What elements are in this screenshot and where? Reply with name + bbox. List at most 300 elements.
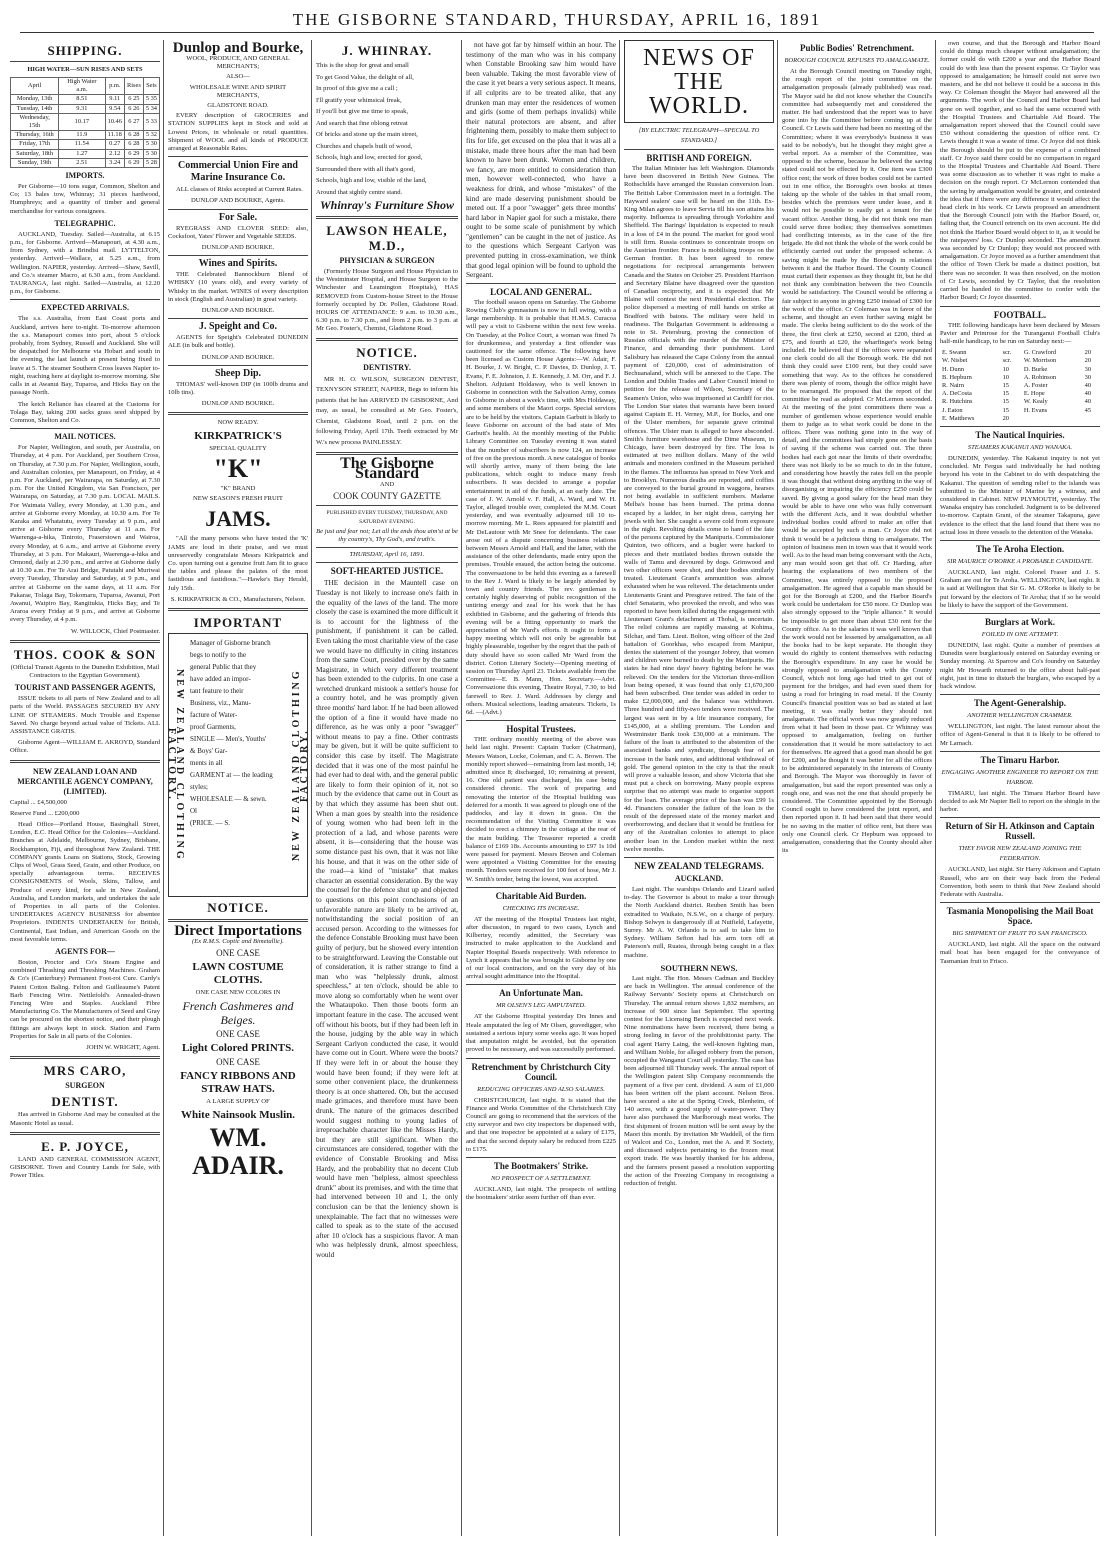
column-2: [165, 40, 311, 1536]
tide-table-title: HIGH WATER—SUN RISES AND SETS: [27, 66, 143, 73]
agentgen-text: WELLINGTON, last night. The latest rumour about the office of Agent-General is that it is likely to be offered to Mr Larnach.: [940, 723, 1100, 747]
mail-signature: W. WILLOCK, Chief Postmaster.: [70, 627, 160, 635]
nzloan-heading: NEW ZEALAND LOAN AND MERCANTILE AGENCY COMPANY, (LIMITED).: [17, 766, 153, 796]
tide-cell: 9.54: [105, 104, 124, 113]
dunlop-text: EVERY description of GROCERIES and STATION SUPPLIES kept in Stock and sold at Lowest Prices, in wholesale or retail quantities. Shipment of WOOL and all kinds of PRODUCE arranged at Reasonable Rates.: [168, 112, 308, 153]
whinray-show: Whinray's Furniture Show: [319, 198, 455, 212]
column-rule: [935, 40, 936, 1536]
aroha-subheading: SIR MAURICE O'RORKE A PROBABLE CANDIDATE.: [946, 557, 1094, 565]
table-row: [11, 113, 160, 130]
caro-subheading: SURGEON: [65, 1081, 105, 1091]
wines-text: THE Celebrated Bannockburn Blend of WHISKY (10 years old), and every variety of Whisky in the market. WINES of every description in stock (English and Australian) in great variety.: [168, 271, 308, 303]
retrenchment-heading: Retrenchment by Christchurch City Council.: [471, 1061, 611, 1082]
unfortunate-text: AT the Gisborne Hospital yesterday Drs Innes and Heale amputated the leg of Mr Olsen, gravedigger, who sustained a serious injury some weeks ago. It was hoped that amputation might be avoided, but the operation proved to be necessary, and was successfully performed.: [466, 1013, 616, 1054]
runner-name: H. Dunn: [942, 365, 965, 373]
verse-line: Of bricks and stone up the main street,: [316, 131, 418, 138]
runner-name: W. Nisbet: [942, 357, 968, 365]
public-bodies-text: At the Borough Council meeting on Tuesday night, the rough report of the joint committee on the amalgamation proposals (already published) was read. The Mayor said he did not know whether the Council's committee had subsequently met and considered the matter. He had understood that the report was to have gone into by the Committee before coming up at the Council. Cr Lewis said there had been no meeting of the Committee; where it was everybody's business it was said to be nobody's, but he thought they might give a verbal report. As a member of the Committee, was opposed to the scheme, because he believed the saving stated could not be effected by it. One item was £300 office rent; the work of three bodies could not be carried out in one office, the Borough's own books at times taking up the whole of the tables in that small room, besides which the premises were under lease, and it would not be possible to easily get a tenant for the vacant office. Another thing, he did not think one man could serve three bodies; they themselves sometimes had conflicting interests, as in the case of the fire brigade. He did not think the whole of the work could be efficiently carried out under the proposed scheme. A saving might be made by the Borough in relations between it and the Harbor Board. The County Council must curtail their expenses as they thought fit, but he did not think any combination between the two Councils would be satisfactory. The Council would be offering a fair subject to anyone in giving £250 instead of £300 for the work of the office. Cr Coleman was in favor of the scheme, and thought an even further saving might be made. The clerks being sufficient to do the work of the three, the first clerk at £250, second at £200, third at £75, and fourth at £20, the wharfinger's work being included. He believed that if the offices were separated one clerk could do all the Borough work. He did not think they could save £100 rent, but they could save something that way. As to the offices he considered there was plenty of room, though the office might have to be rearranged. He proposed that the report of the committee be read as adopted. Cr McLernon seconded. At the meeting of the joint committees there was a number of gentlemen whose experience would enable them to judge as to what work could be done in the offices. There was nothing gone into in the way of detail, and the committees had simply gone on the basis of saving if the scheme was carried out. The three bodies had each got near the limits of their overdrafts; there was not likely to be so much to do in the future, and considering how heavily the rates fell on the people it was thought that without doing anything in the way of disorganising or impairing the efficiency £250 could be saved. By giving a good salary for the head man they would be able to have one who was fully conversant with the different Acts, and it was doubtful whether individual bodies could afford to make an offer that would be accepted by such a man. Cr Joyce did not think it would be a judicious thing to amalgamate. The opinion of business men in town was that it would work well. As to the head man being conversant with the Acts, any man would soon get that off. Cr Harding, after hearing the explanations of two members of the Committee, was entirely opposed to the proposed amalgamation. He agreed that a capable man should be got for the Borough at £200, and the Harbor Board's work could be undertaken for £50 more. Cr Dunlop was also strongly opposed to the "triple alliance." It would be impossible to get more than about £30 rent for the County office. As to the salaries it was well known that the work would not be lessened by amalgamation, as all the books had to be kept separate. He thought they would do rightly to content themselves with reducing the Borough's expenditure. In any case he would be strongly opposed to amalgamation with the County Council, which not long ago had tried to get out of payment for the bridges, and had even sued them for using a road for bringing in road metal. If the County Council's financial position was so bad as stated at last meeting, it was really better they should not amalgamate. The official work was now greatly reduced from what it had been in those past. Cr Whinray was opposed to amalgamation, feeling on further consideration that it would be more satisfactory to act for themselves. He agreed that a good man should be got for £200, and he thought it was better for all the offices to be administered separately in the interests of County and Borough. The Mayor was thoroughly in favor of amalgamation, but said the report presented was only a rough one, and was not the one that should properly be considered. The Committee appointed by the Borough Council ought to have considered the joint report, and then reported upon it. It had been said that there would be no saving in the matter of office rent, but there was only one Council clerk. Cr Hepburn was opposed to amalgamation, considering that the County should alter its: [782, 68, 932, 855]
dentistry-heading: DENTISTRY.: [363, 362, 411, 372]
verse-line: Schools, high and low, visible of the land,: [316, 177, 427, 184]
runner-name: B. Hepburn: [942, 373, 972, 381]
divider: [316, 216, 458, 219]
tide-cell: 9.31: [59, 104, 105, 113]
divider: [940, 902, 1100, 903]
ketch-text: The ketch Reliance has cleared at the Customs for Tolaga Bay, taking 200 sacks grass seed shipped by Common, Shelton and Co.: [10, 400, 160, 424]
tide-cell: 11.18: [105, 131, 124, 140]
runner-mark: 10: [1002, 373, 1009, 381]
speight-signature: DUNLOP AND BOURKE.: [201, 353, 275, 361]
unfortunate-heading: An Unfortunate Man.: [499, 988, 583, 999]
tide-cell: 6 25: [124, 95, 143, 104]
divider: [316, 338, 458, 341]
tasmania-heading: Tasmania Monopolising the Mail Boat Space.: [946, 906, 1094, 927]
list-item: general Public that they: [190, 662, 257, 671]
tide-cell: 3.24: [105, 158, 124, 167]
cook-heading: THOS. COOK & SON: [13, 646, 157, 662]
verse-line: In proof of this give me a call ;: [316, 85, 398, 92]
divider: [168, 608, 308, 611]
nzloan-reserve: Reserve Fund ... £200,000: [10, 809, 80, 817]
tide-cell: 11.54: [59, 140, 105, 149]
divider: [466, 720, 616, 721]
tide-cell: 5 30: [143, 149, 159, 158]
nz-telegrams-text: Last night. The warships Orlando and Lizard sailed to-day. The Governor is about to make a tour through the North Auckland district. Reuben Smith has been extradited to Waikato, N.S.W., on a charge of perjury. Bishop Selwyn is dangerously ill at Nutfield, Lafayette, Surrey. Mr A. W. Orlando is to sail to take him to Sydney. William Sefton had his arm torn off at Paterson's mill, Ruatea, through being caught in a flax machine.: [624, 886, 774, 959]
fancy-ribbons: FANCY RIBBONS AND STRAW HATS.: [180, 1070, 296, 1096]
nautical-heading: The Nautical Inquiries.: [975, 429, 1065, 440]
table-row: [940, 398, 1100, 406]
paper-and: AND: [379, 481, 395, 489]
dunlop-subheading: WOOL, PRODUCE, AND GENERAL MERCHANTS;: [186, 55, 290, 71]
runner-name: R. Nairn: [942, 381, 965, 389]
charitable-text: AT the meeting of the Hospital Trustees last night, after discussion, in regard to two cases, Lynch and Kilbertey, recently admitted, the Secretary was instructed to make application to the Auckland and Napier Hospital Boards respectively. With reference to Lynch it appears that he was brought to Gisborne by one of our local contractors, and on the very day of his arrival sought admittance into the Hospital.: [466, 915, 616, 981]
tide-table-header: [11, 78, 160, 95]
runner-mark: 45: [1084, 406, 1092, 414]
commercial-text: ALL classes of Risks accepted at Current Rates.: [176, 186, 303, 194]
runner-mark: 15: [1002, 406, 1009, 414]
divider: [940, 817, 1100, 818]
runner-name: R. Hutchins: [942, 398, 973, 406]
divider: [466, 1058, 616, 1059]
timaru-subheading: ENGAGING ANOTHER ENGINEER TO REPORT ON THE HARBOR.: [941, 768, 1099, 786]
atkinson-text: AUCKLAND, last night. Sir Harry Atkinson and Captain Russell, who are on their way back from the Federal Convention, both seem to think that New Zealand should Federate with Australia.: [940, 866, 1100, 899]
nz-telegrams-place: AUCKLAND.: [674, 874, 724, 884]
telegraphic-text: AUCKLAND, Tuesday. Sailed—Australia, at 6.15 p.m., for Gisborne. Arrived—Manapouri, at 4.30 a.m., from Sydney, with a Brindisi mail. LYTTELTON, yesterday. Arrived—Wallace, at 5.25 a.m., from Wellington. NAPIER, yesterday. Arrived—Shaw, Savill, and Co.'s steamer Macro, at 6.30 a.m., from Auckland. TAURANGA, last night. Sailed—Australia, at 12.20 p.m., for Gisborne.: [10, 230, 160, 296]
tide-cell: 1.27: [59, 149, 105, 158]
vertical-banner-right: NEW ZEALAND CLOTHING FACTORY.: [291, 668, 311, 862]
nzloan-text: Head Office—Portland House, Basinghall Street, London, E.C. Head Office for the Colonies—Auckland. Branches at Adelaide, Melbourne, Sydney, Brisbane, Rockhampton, Fiji, and throughout New Zealand. THE COMPANY grants Loans on Stations, Stock, Growing Clips of Wool, Grass Seed, Grain, and other Produce, on specially advantageous terms. RECEIVES CONSIGNMENTS of Wools, Skins, Tallow, and Produce of every kind, for sale in New Zealand, Australia, and London markets, and undertakes the sale of Properties in all parts of the Colonies. UNDERTAKES AGENCY BUSINESS for absentee Proprietors. INDENTS UNDERTAKEN for British, Continental, East Indian, and American Goods on the most favorable terms.: [10, 821, 160, 943]
table-row: [11, 140, 160, 149]
divider: [168, 412, 308, 415]
table-row: [11, 158, 160, 167]
divider: [316, 505, 458, 506]
tide-cell: 8.51: [59, 95, 105, 104]
tide-cell: 5 30: [143, 140, 159, 149]
southern-news-heading: SOUTHERN NEWS.: [660, 962, 738, 973]
kirk-special: SPECIAL QUALITY: [209, 444, 267, 452]
tide-cell: Friday, 17th: [11, 140, 59, 149]
timaru-heading: The Timaru Harbor.: [980, 754, 1060, 765]
speight-heading: J. Speight and Co.: [198, 321, 278, 333]
bootmakers-text: AUCKLAND, last night. The prospects of settling the bootmakers' strike seem further off than ever.: [466, 1185, 616, 1202]
aroha-heading: The Te Aroha Election.: [975, 543, 1065, 554]
kirk-heading: KIRKPATRICK'S: [194, 429, 282, 442]
list-item: styles;: [190, 782, 208, 791]
runner-name: D. Burke: [1023, 365, 1048, 373]
dunlop-wholesale: WHOLESALE WINE AND SPIRIT MERCHANTS,: [189, 83, 287, 99]
lawn-cloths: LAWN COSTUME CLOTHS.: [192, 961, 284, 987]
runner-name: E. Swann: [942, 349, 967, 357]
forsale-heading: For Sale.: [218, 211, 258, 223]
news-heading: NEWS OF THE WORLD.: [643, 45, 755, 119]
large-supply: A LARGE SUPPLY OF: [206, 1098, 270, 1106]
kirk-signature: S. KIRKPATRICK & CO., Manufacturers, Nelson.: [170, 595, 306, 603]
nz-telegrams-heading: NEW ZEALAND TELEGRAMS.: [634, 861, 764, 872]
divider: [168, 318, 308, 319]
wines-signature: DUNLOP AND BOURKE.: [201, 307, 275, 315]
shipping-heading: SHIPPING.: [47, 43, 123, 58]
news-subheading: [BY ELECTRIC TELEGRAPH—SPECIAL TO STANDARD.]: [638, 127, 760, 144]
agents-heading: AGENTS FOR—: [55, 947, 115, 957]
table-row: [11, 104, 160, 113]
divider: [940, 694, 1100, 695]
table-row: [940, 366, 1100, 374]
football-table: [940, 349, 1100, 423]
bootmakers-heading: The Bootmakers' Strike.: [493, 1160, 589, 1171]
column-1: [10, 40, 160, 1536]
list-item: proof Garments,: [190, 722, 236, 731]
divider: [316, 562, 458, 563]
cook-subheading: (Official Transit Agents to the Dunedin Exhibition, Mail Contractors to the Egyptian Government).: [10, 663, 160, 679]
column-4: [466, 40, 616, 1536]
tide-table: [10, 77, 160, 168]
bootmakers-subheading: NO PROSPECT OF A SETTLEMENT.: [490, 1174, 592, 1182]
tide-cell: 6 29: [124, 149, 143, 158]
paper-date: THURSDAY, April 16, 1891.: [349, 551, 425, 559]
retrenchment-subheading: REDUCING OFFICERS AND ALSO SALARIES.: [477, 1085, 605, 1093]
direct-subheading: (Ex R.M.S. Coptic and Bimetallic).: [192, 937, 284, 945]
important-heading: IMPORTANT: [193, 614, 283, 630]
divider: [624, 149, 774, 150]
runner-name: W. Morrison: [1023, 357, 1057, 365]
tide-cell: 0.27: [105, 140, 124, 149]
table-row: [940, 415, 1100, 423]
verse-line: To get Good Value, the delight of all,: [316, 73, 414, 81]
whinray-heading: J. WHINRAY.: [341, 43, 433, 58]
verse-line: Schools, high and low, erected for good,: [316, 154, 423, 161]
paper-publication: PUBLISHED EVERY TUESDAY, THURSDAY, AND SATURDAY EVENING.: [326, 510, 448, 525]
list-item: GARMENT at — the leading: [190, 770, 273, 779]
tide-col-header: Sets: [143, 78, 159, 95]
forsale-text: RYEGRASS AND CLOVER SEED: also, Cocksfoot, Yates' Flower and Vegetable SEEDS.: [168, 224, 308, 240]
runner-name: E. Matthews: [942, 414, 975, 422]
runner-name: G. Crawford: [1023, 349, 1057, 357]
tide-cell: Tuesday, 14th: [11, 104, 59, 113]
lawson-subheading: PHYSICIAN & SURGEON: [339, 256, 435, 265]
hospital-text: THE ordinary monthly meeting of the above was held last night. Present: Captain Tucker (Chairman), Messrs Watson, Locke, Coleman, and C. A. Brown. The monthly report showed—remaining from last month, 14; admitted since 8; discharged, 10; remaining at present, 16. One old patient was discharged, his case being considered chronic. The work of preparing and renovating the interior of the Hospital building was deferred for a month. It was agreed to plough one of the paddocks, and lay it down in grass. On the recommendation of the Visiting Committee it was decided to erect a chimney in the cottage at the rear of the main building. The Treasurer reported a credit balance of £169 18s. Accounts amounting to £97 1s 10d were passed for payment. Messrs Brown and Coleman were appointed a Visiting Committee for the ensuing month. Tenders were received for 100 feet of hose, Mr J. W. Smith's tender, being the lowest, was accepted.: [466, 736, 616, 883]
runner-name: W. Kealy: [1023, 398, 1048, 406]
column-7: [940, 40, 1100, 1536]
sheep-text: THOMAS' well-known DIP (in 100lb drums and 10lb tins).: [168, 380, 308, 397]
runner-mark: 15: [1002, 390, 1009, 398]
tide-cell: 5 28: [143, 158, 159, 167]
verse-line: Surrounded there with all that's good,: [316, 165, 415, 173]
mail-heading: MAIL NOTICES.: [54, 432, 116, 442]
charitable-heading: Charitable Aid Burden.: [495, 890, 587, 901]
onecase-new: ONE CASE NEW COLORS IN: [195, 989, 281, 997]
divider: [316, 547, 458, 548]
burglars-heading: Burglars at Work.: [984, 616, 1056, 627]
tide-cell: 9.11: [105, 95, 124, 104]
divider: [466, 1157, 616, 1158]
wines-heading: Wines and Spirits.: [198, 258, 278, 270]
dunlop-heading: Dunlop and Bourke,: [172, 40, 304, 56]
tide-cell: 6 29: [124, 158, 143, 167]
divider: [940, 751, 1100, 752]
column-rule: [461, 40, 462, 1536]
tide-cell: Saturday, 18th: [11, 149, 59, 158]
divider: [940, 613, 1100, 614]
notice-heading: NOTICE.: [356, 344, 418, 360]
runner-name: E. Hope: [1023, 390, 1045, 398]
southern-news-text: Last night. The Hon. Messrs Cadman and Buckley are back in Wellington. The annual conference of the Railway Servants' Society opens at Christchurch on Thursday. The annual return shows 1,832 members, an increase of 900 since last September. The sporting contest for the Licensing Bench is expected next week. Nine nominations have been received, there being a strong feeling in favor of the prohibitionist party. The coal agent Harry Laing, the well-known fighting man, and William Noble, for alleged robbery from the person, occupied the Wanganui Court all yesterday. The case has been adjourned till Thursday week. The annual report of the Wellington patent Slip Company recommends the payment of a five per cent. dividend. A sum of £1,000 has been written off the plant account. Nelson Bros. have secured a site at the Spring Creek, Blenheim, of 140 acres, with a good supply of water-power. They have also purchased the Marlborough meat works. The first shipment of frozen mutton will be sent away by the Maori this month. By invitation Mr Waddell, of the firm of Walcot and Co., London, met the A. and P. Society, and discussed subjects pertaining to the frozen meat export trade. He was heartily thanked for his address, and the farmers present passed a resolution supporting the action of the Freezing Company in recognising a reduction of freight.: [624, 974, 774, 1187]
expected-text: The s.s. Australia, from East Coast ports and Auckland, arrives here to-night. To-morrow afternoon the s.s. Manapouri comes into port, about 5 o'clock probably, from Sydney, Russell and Auckland. She will be despatched for Melbourne via Hobart and south in the evening, the last launch at present being fixed to leave at 5. The steamer Southern Cross leaves Napier to-night, reaching here at daylight to-morrow morning. She calls in at Awanui Bay, Tuparoa, and Hicks Bay on the passage North.: [10, 315, 160, 397]
tide-cell: 10.17: [59, 113, 105, 130]
tide-cell: 5 34: [143, 104, 159, 113]
leader-continued: not have got far by himself within an hour. The testimony of the man who was in his company when Constable Brooking saw him would have been valuable. Taking the most favorable view of the case it yet bears a very serious aspect. It means, if all culprits are to be treated alike, that any drunken man may enter the residences of women and girls (some of them perhaps invalids) while their natural protectors are absent, and after frightening them, possibly to make them subject to fits for life, get excused on the plea that it was all a mistake, made three hours after the man had been known to have been drunk. Women and children, we fancy, are more entitled to consideration than men, however well-connected, who have a weakness for drink, and whose "mistakes" of the kind are made deserving punishment should be meted out. If a poor "swagger" gets three months' hard labor in Napier gaol for such a mistake, there ought to be some scale of punishment by which "gentlemen" can be caught in the net of justice. As to the questions which Sergeant Carlyon was prevented putting in cross-examination, we think that good legal opinion will be found to uphold the Sergeant.: [466, 40, 616, 280]
divider: [10, 428, 160, 429]
muslin: White Nainsook Muslin.: [181, 1108, 295, 1121]
tide-cell: Monday, 13th: [11, 95, 59, 104]
adair-name: WM. ADAIR.: [192, 1122, 284, 1180]
column-rule: [163, 40, 164, 1536]
column-rule: [311, 40, 312, 1536]
agentgen-subheading: ANOTHER WELLINGTON CRAMMER.: [967, 712, 1073, 720]
divider: [168, 919, 308, 922]
runner-mark: 10: [1002, 365, 1009, 373]
aroha-text: AUCKLAND, last night. Colonel Fraser and J. S. Graham are out for Te Aroha. WELLINGTON, last night. It is said at Wellington that Sir G. M. O'Rorke is likely to be put forward by the electors of Te Aroha; that if so he would be likely to have the support of the Government.: [940, 568, 1100, 609]
dunlop-address: GLADSTONE ROAD.: [207, 102, 269, 110]
table-row: [11, 95, 160, 104]
table-row: [940, 349, 1100, 357]
french-cashmeres: French Cashmeres and Beiges.: [182, 999, 294, 1028]
verse-line: Churches and chapels built of wood,: [316, 142, 413, 150]
divider: [168, 209, 308, 210]
runner-name: [1022, 415, 1083, 423]
column-6: [782, 40, 932, 1536]
nzloan-capital: Capital ... £4,500,000: [10, 798, 67, 806]
list-item: WHOLESALE — & sewn.: [190, 794, 267, 803]
clothing-factory-ad: [165, 633, 311, 897]
hospital-heading: Hospital Trustees.: [506, 724, 576, 735]
important-lines: [190, 637, 286, 829]
divider: [10, 1056, 160, 1059]
paper-title: The Gisborne Standard: [340, 455, 434, 483]
runner-mark: 40: [1084, 381, 1092, 389]
runner-mark: [1083, 415, 1100, 423]
kirk-jams: JAMS.: [205, 506, 271, 532]
commercial-heading: Commercial Union Fire and Marine Insurance Co.: [178, 160, 298, 184]
divider: [10, 61, 160, 62]
imports-heading: IMPORTS.: [65, 171, 105, 181]
tide-cell: 6 26: [124, 104, 143, 113]
agentgen-heading: The Agent-Generalship.: [973, 698, 1066, 709]
vertical-banner-left: NEW ZEALAND CLOTHING FACTORY.: [165, 668, 185, 862]
football-intro: THE following handicaps have been declared by Messrs Pavier and Primrose for the Turanganui Football Club's half-mile handicap, to be run on Saturday next:—: [940, 321, 1100, 345]
table-row: [11, 149, 160, 158]
table-row: [11, 131, 160, 140]
divider: [168, 365, 308, 366]
nowready-label: NOW READY.: [217, 419, 259, 427]
public-bodies-subheading: BOROUGH COUNCIL REFUSES TO AMALGAMATE.: [784, 57, 930, 64]
kirk-new-season: NEW SEASON'S FRESH FRUIT: [193, 495, 283, 503]
burglars-text: DUNEDIN, last night. Quite a number of premises at Dunedin were burglariously entered on Saturday evening or Sunday morning. At Sparrow and Co's foundry on Saturday night Mr Howarth returned to the office about half-past eight, just in time to disturb the burglars, who escaped by a back window.: [940, 641, 1100, 690]
divider: [10, 640, 160, 643]
runner-mark: 20: [1002, 414, 1009, 422]
divider: [466, 283, 616, 284]
charitable-subheading: CHECKING ITS INCREASE.: [502, 904, 580, 912]
tasmania-text: AUCKLAND, last night. All the space on the outward mail boat has been engaged for the conveyance of Tasmanian fruit to Frisco.: [940, 941, 1100, 965]
burglars-subheading: FOILED IN ONE ATTEMPT.: [981, 630, 1059, 638]
divider: [940, 426, 1100, 427]
local-text: The football season opens on Saturday. The Gisborne Rowing Club's gymnasium is now in full swing, with a large membership. It is probable that H.M.S. Curacoa will pay a visit to Gisborne within the next few weeks. On Tuesday, at the Police Court, a woman was fined 7s for drunkenness, and yesterday a first offender was cautioned for the same offence. The following have been licensed as Custom House Agents:—W. Adair, F. H. Bourke, J. W. Bright, C. P. Davies, D. Dunlop, J. T. Evans, F. E. Johnston, J. E. Kennedy, J. M. Orr, and F. J. Shelton. Adjutant Holdaway, who is well known in Gisborne in connection with the Salvation Army, comes to Gisborne in about a week's time, with Mrs Holdaway, and some members of the Maori corps. Special services are to be held by the visitors. Captain Garbutt is likely to leave Gisborne on account of the bad state of Mrs Garbutt's health. At the monthly meeting of the Public Library Committee on Tuesday evening it was stated that the number of subscribers is now 124, an increase of five on the previous month. A new catalogue of books will shortly arrive, many of them being the late publications, which ought to induce many fresh subscribers. It was decided to arrange a popular entertainment in aid of the funds, at an early date. The case of J. W. Arnold v. F. Hall, A. Ward, and W. H. Taylor, alleged trouble over, completed the M.M. Court yesterday, and was eventually adjourned till 10 to-morrow morning. Mr L. Rees appeared for plaintiff and Mr DeLautour with Mr Snee for defendants. The case arose out of a dispute concerning business relations between Messrs Arnold and Hall, and the latter, with the assistance of the other defendants, made entry upon the premises. Trouble ensued, the action being the outcome. The conversazione to be held this evening as a farewell to the Rev J. Ward is likely to be largely attended by town and country friends. The rev. gentleman is certainly highly deserving of public recognition of the untiring energy and zeal for his work that he has exhibited in Gisborne, and the gathering of friends this evening will be a fitting opportunity to mark the appreciation of Mr Ward's efforts. It ought to form a happy meeting which will not only be agreeable but highly pleasurable, together by the regret that the path of duty should have so soon called Mr Ward from the district. Cotton Literary Society—Opening meeting of session on Thursday April 23. Tickets available from the Committee—E. B. Mann, Hon. Secretary.—Advt. Conversazione this evening, Theatre Royal, 7.30, to bid farewell to Rev. J. Ward. Addresses by clergy and others. Musical selections, leading amateurs. Tickets, 1s 6d. —(Advt.): [466, 298, 616, 716]
tide-col-header: April: [11, 78, 59, 95]
onecase-label: ONE CASE: [216, 1057, 260, 1068]
runner-mark: scr.: [1002, 357, 1012, 365]
atkinson-heading: Return of Sir H. Atkinson and Captain Russell.: [945, 821, 1095, 842]
onecase-label: ONE CASE: [216, 1029, 260, 1040]
nautical-subheading: STEAMERS KAKANUI AND WANAKA.: [967, 443, 1073, 451]
divider: [940, 306, 1100, 307]
runner-mark: 40: [1084, 398, 1092, 406]
tide-cell: 6 28: [124, 140, 143, 149]
divider: [466, 984, 616, 985]
divider: [940, 540, 1100, 541]
leader-text: THE decision in the Mauntell case on Tuesday is not likely to increase one's faith in the equality of the laws of the land. The more closely the case is examined the more difficult it is to account for the lightness of the punishment, if punishment it can be called. Even taking the most charitable view of the case we would have no difficulty in citing instances from the same Court, presided over by the same Magistrate, in which very different treatment has been extended to the culprits. In one case a wretched drunkard mistook a settler's house for a country hotel, and he was promptly given three months' hard labor. If he had been allowed the option of a fine it would have made no difference, as he was only a poor "swagger" without means to pay a fine. Other contrasts may be given, but it will be quite sufficient to consider this case by itself. The Magistrate decided that it was one of the most painful he had ever had to deal with, and the general public are likely to form their opinion of it, not so much by the evidence that came out in Court as by that which they assume has been shut out. When a man goes by stealth into the residence of young women who had been left in the protection of a lad, and whose parents were absent, it is—considering that the house was some distance past his own, that it was not like his house, and that it was on the other side of the road—a kind of "mistake" that makes character an essential consideration. By the way the counsel for the defence shut up and objected to questions on this point conclusions of an unfavorable nature are likely to be arrived at, notwithstanding the social position of an accused person. According to the witnesses for the defence Constable Brooking must have been guilty of perjury, but he showed every intention to be straightforward. Leaving the Constable out of consideration, it is rather strange to find a man who was "helplessly drunk, almost speechless," at ten o'clock, should be able to move along so comfortably when he went over the Whataupoko. Then those boots form an important feature in the case. The accused went off without his boots, but if they had been left in the house, judging by the able way in which Sergeant Carlyon conducted the case, it would have come out in Court. Where were the boots? If they were left in or about the house they would have been found; if they were left at some other convenient place, the drunkenness theory is at once shattered. Oh, but the accused made grimaces, and therefore must have been drunk. The nature of the grimaces described would suggest nothing to young ladies of irreproachable character like the Misses Hardy, but they are still significant. When the circumstances are considered, together with the evidence of Constable Brooking and Miss Hardy, and the probability that no decent Club would have men "helpless, almost speechless drunk" about its premises, and with the time that had intervened between 10 and 1, the only conclusion can be that the leniency shown is unexplainable. The fact that no witnesses were called to speak as to the state of the accused after 10 o'clock has a suspicious flavor. A man who was helplessly drunk, almost speechless, would: [316, 578, 458, 1259]
british-foreign-text: The Italian Minister has left Washington. Diamonds have been discovered in British New Guinea. The Rothschilds have arranged the Russian conversion loan. The British Labor Commission meet in a fortnight. The Hayward sealers' case will be heard on the 11th. Ex-King Milan agrees to leave Servia till his son attains his majority. Influenza is spreading through Yorkshire and Sheffield. The Barings' liquidation is expected to result in a loss of £4 in the pound. The market for good wool is still firm. Russia continues to concentrate troops on the Austrian frontier. France is mobilising troops on the German frontier. It has been agreed to renew negotiations for reciprocal arrangements between Canada and the States on October 25. President Harrison and Secretary Blaine have disagreed over the question of Canadian reciprocity, and it is expected that Mr Blaine will contest the next Presidential election. The police dispersed a meeting of mill hands on strike at Bradford with batons. The military were held in readiness. The Bulgarian Government is addressing a note to St. Petersburg, proving the connection of Russian officials with the murder of the Minister of Finance, and demanding their punishment. Lord Salisbury has released the Cape Colony from the annual payment of £20,000, cost of administration of Bechuanaland, which will be annexed to the Cape. The London and Dublin Trades and Labor Council intend to petition for the release of Wilson, Secretary of the Seamen's Union, who was imprisoned at Cardiff for riot. The London Star states that warrants have been issued against Captain E. H. Verney, M.P., for Bucks, and one of the Ulster members, for separate grave criminal offences. The Ulster man is alleged to have absconded. Smith's furniture warehouse and the Dime Museum, in Chicago, have been destroyed by fire. The loss is estimated at two million dollars. Many of the wild animals and monsters confined in the Museum perished in the flames. The influenza has spread to New York and to Brooklyn. Numerous deaths are reported, and coffins are conveyed to the burial ground in waggons, hearses not being available in sufficient numbers. Madame Melba's house has been burned. The prima donna escaped by a ladder, in her night dress, carrying her jewels with her. She caught a severe cold from exposure in the night. Revolting details come to hand of the fate of the persons captured by the Manipuris. Commissioner Quinton, two officers, and a bugler were hacked to pieces and their mutilated bodies thrown outside the walls of Tamu and devoured by dogs. Grimwood and two other officers were shot, and their bodies similarly treated. Lieutenant Grant's ammunition was almost exhausted when he was relieved. The detachments under Lieutenants Grant and Presgrave retired. The fate of the chief Senatarin, who provoked the revolt, and who was reported to have been killed during the engagement with Lieutenant Grant's detachment at Thobal, is uncertain. The relief columns are rapidly massing at Kohima, Silchar, and Tam. Lieut. Bolton, wing officer of the 2nd battalion of Goorkhas, who escaped from Manipur, denies the statement of the younger Jobrey, that women and children were burned to death by the Manipuris. He states he had nine days' heavy fighting before he was relieved. On the tenders for the Victorian three-million loan being opened, it was found that only £1,670,300 had been subscribed. One tender was added in order to make £2,000,000, and the balance was withdrawn. Three hundred and fifty-two tenders were received. The largest was sent in by a life insurance company, for £145,000, at a shilling premium. The London and Westminster Bank took £30,000 at a minimum. The failure of the loan is attributed to the abstention of the associated banks and syndicate, through fear of an increase in the bank rates, and additional withdrawal of gold. The general opinion in the city is that the result will prove a valuable lesson, and show Victoria that she must put a check on borrowing. Many people express surprise that no attempt was made to organise support for the loan. The average price of the loan was £99 1s 4d. Financiers consider the failure of the loan is the result of the depressed state of the money market and overborrowing, and declare that it would be fruitless for any of the Australian colonies to attempt to place another loan in the London market within the next twelve months.: [624, 165, 774, 853]
runner-name: H. Evans: [1023, 406, 1048, 414]
verse-line: If you'll but give me time to speak,: [316, 108, 409, 115]
list-item: tant feature to their: [190, 686, 244, 695]
runner-mark: 30: [1084, 365, 1092, 373]
tide-col-header: p.m.: [105, 78, 124, 95]
dunlop-also: ALSO—: [226, 73, 250, 81]
runner-name: A. DeCosta: [942, 390, 972, 398]
paper-subtitle: COOK COUNTY GAZETTE: [333, 491, 441, 502]
lawson-text: (Formerly House Surgeon and House Physician to the Westminster Hospital, and House Surgeon to the Winchester and Leamington Hospitals), HAS REMOVED from Custom-house Street to the House formerly occupied by Dr. Pollen, Gladstone Road. HOURS OF ATTENDANCE: 9 a.m. to 10.30 a.m., 6.30 p.m. to 7.30 p.m., and from 2 p.m. to 3 p.m. at Mr Geo. Foster's, Chemist, Gladstone Road.: [316, 268, 458, 333]
dentistry-text: MR H. O. WILSON, SURGEON DENTIST, TEXNYSON STREET, NAPIER, Begs to inform his patients that he has ARRIVED IN GISBORNE, And may, as usual, be consulted at Mr Geo. Foster's, Chemist, Gladstone Road, until 2 p.m. on the following Friday, April 17th. Teeth extracted by Mr W.'s new process PAINLESSLY.: [316, 375, 458, 446]
tide-cell: Sunday, 19th: [11, 158, 59, 167]
tasmania-subheading: BIG SHIPMENT OF FRUIT TO SAN FRANCISCO.: [952, 930, 1088, 938]
agents-text: Boston, Proctor and Co's Steam Engine and combined Thrashing and Threshing Machines. Graham & Co's (Canterbury) Permanent Foot-rot Cure. Cardy's Patent Cotton Baling. Felton and Guilleaume's Patent Barb Fencing Wire. Nettlefold's Annealed-drawn Fencing Wire and Staples. Auckland Fibre Manufacturing Co. The Manufacturers of Seed and Gray can be procured on the shortest notice, and their plough fittings are always kept in stock. Station and Farm Properties for Sale in all parts of the Colonies.: [10, 959, 160, 1040]
tide-cell: 6 27: [124, 113, 143, 130]
tide-col-header: Rises: [124, 78, 143, 95]
lawson-heading: LAWSON HEALE, M.D.,: [326, 223, 448, 253]
kirk-quote: "All the many persons who have tested the 'K' JAMS are loud in their praise, and we must unreservedly congratulate Messrs Kirkpatrick and Co. upon turning out a genuine fruit Jam fit to grace the tables and please the palates of the most fastidious and fastidious."—Hawke's Bay Herald, July 15th.: [168, 535, 308, 592]
nautical-text: DUNEDIN, yesterday. The Kakanui inquiry is not yet concluded. Mr Fergus said individually he had nothing beyond his vote in the Cabinet to do with despatching the Kakanui. The question of sending relief to the islands was submitted to the Minister of Marine by a witness, and considered in Cabinet. NEW PLYMOUTH, yesterday. The Wanaka enquiry has concluded. Judgment is to be delivered to-morrow. Captain Grant, of the steamer Takapuna, gave evidence to the effect that the land found that there was no actual loss in three vessels to the detention of the Wanaka.: [940, 454, 1100, 536]
divider: [10, 299, 160, 300]
divider: [624, 857, 774, 858]
british-foreign-heading: BRITISH AND FOREIGN.: [646, 153, 752, 163]
runner-mark: 20: [1084, 357, 1092, 365]
tide-cell: 2.12: [105, 149, 124, 158]
tide-cell: 5 33: [143, 113, 159, 130]
whinray-verse: [316, 60, 458, 198]
verse-line: This is the shop for great and small: [316, 62, 409, 69]
table-row: [940, 382, 1100, 390]
divider: [168, 156, 308, 157]
runner-mark: 30: [1084, 373, 1092, 381]
cook-agents: TOURIST AND PASSENGER AGENTS,: [14, 683, 156, 693]
table-row: [940, 357, 1100, 365]
runner-name: J. Eaton: [942, 406, 963, 414]
runner-mark: scr.: [1002, 349, 1012, 357]
tide-cell: Wednesday, 15th: [11, 113, 59, 130]
divider: [10, 1132, 160, 1135]
tide-cell: Thursday, 16th: [11, 131, 59, 140]
light-prints: Light Colored PRINTS.: [182, 1042, 294, 1055]
notice-heading: NOTICE.: [207, 899, 269, 915]
joyce-text: LAND AND GENERAL COMMISSION AGENT, GISBORNE. Town and Country Lands for Sale, with Power Titles.: [10, 1155, 160, 1180]
forsale-signature: DUNLOP AND BOURKE.: [201, 244, 275, 252]
runner-mark: 15: [1002, 398, 1009, 406]
unfortunate-subheading: MR OLSEN'S LEG AMPUTATED.: [496, 1002, 586, 1010]
public-bodies-heading: Public Bodies' Retrenchment.: [799, 43, 915, 53]
divider: [10, 760, 160, 763]
sheep-signature: DUNLOP AND BOURKE.: [201, 400, 275, 408]
leader-heading: SOFT-HEARTED JUSTICE.: [330, 566, 444, 577]
column-rule: [619, 40, 620, 1536]
cook-text: ISSUE tickets to all parts of New Zealand and to all parts of the World. PASSAGES SECURED BY ANY LINE OF STEAMERS. Much Trouble and Expense Saved. No charge beyond actual value of Tickets. ALL ASSISTANCE GRATIS.: [10, 695, 160, 735]
kirk-k-logo: "K": [213, 453, 263, 483]
table-row: [940, 390, 1100, 398]
divider: [168, 255, 308, 256]
onecase-label: ONE CASE: [216, 948, 260, 959]
runner-mark: 40: [1084, 390, 1092, 398]
sheep-heading: Sheep Dip.: [214, 367, 262, 379]
tide-cell: 6 28: [124, 131, 143, 140]
expected-heading: EXPECTED ARRIVALS.: [41, 303, 129, 313]
list-item: begs to notify to the: [190, 650, 246, 659]
mail-text: For Napier, Wellington, and south, per Australia, on Thursday, at 4 p.m. For Auckland, per Southern Cross, on Thursday, at 7.30 p.m. For Napier, Wellington, south, and Australian colonies, per Manapouri, on Friday, at 4 p.m. For Auckland, per Wairarapa, on Saturday, at 7.30 p.m. For the United Kingdom, via San Francisco, per Wairarapa, on Saturday, at 7.30 p.m. LOCAL MAILS. For Waimata Valley, every Monday, at 1.30 p.m., and arrive at Gisborne every Monday, at 10.30 a.m. For Te Karaka and Whatatutu, every Tuesday at 9 p.m., and arrive at Gisborne every Thursday at 11 a.m. For Waerenga-a-hika, Tiniroto, Fraserstown and Wairoa, every Monday, at 6 a.m., and arrive at Gisborne every Thursday, at 3 p.m. For Makauri, Waerenga-a-hika and Ormond, daily at 2.30 p.m., and arrive at Gisborne daily at 10.30 a.m. For Te Arai Bridge, Patutahi and Muriwai every Tuesday, Thursday and Saturday, at 9 p.m., and arrive at Gisborne on the same days, at 11 a.m. For Pakarae, Tolaga Bay, Tokomaru, Tuparoa, Awanui, Port Awanui, Waipiro Bay, Rangitukia, Hicks Bay, and Te Araroa every Friday at 9 p.m., and arrive at Gisborne every Thursday, at 4 p.m.: [10, 444, 160, 624]
list-item: SINGLE — Men's, Youths': [190, 734, 267, 743]
list-item: facture of Water-: [190, 710, 238, 719]
masthead: THE GISBORNE STANDARD, THURSDAY, APRIL 16, 1891: [20, 10, 1094, 33]
divider: [466, 887, 616, 888]
list-item: (PRICE. — S.: [190, 818, 231, 827]
public-bodies-continued: own course, and that the Borough and Harbor Board could do things much cheaper without amalgamation; the former could do with £200 a year and the Harbor Board could do with less than the present expense. Cr Taylor was opposed to amalgamation; he himself could not serve two masters, and he did not believe it could be a success in this way. Cr Coleman thought the Mayor had answered all the arguments. The work of the Council and Harbor Board had gone on well together, and so had the same occurred with the Hospital Trustees and Charitable Aid Board. The amalgamation report showed that the Council could save £50 without considering the question of office rent. Cr Lewis thought it was a waste of time. Cr Joyce did not think the Borough should be put to the expense of a combined staff. Cr Joyce said there could be no comparison in regard to the Hospital Trustees and Charitable Aid Board. There was some discussion as to whether it was right to make a decision on the rough report. Cr McLernon contended that the saving by amalgamation would be greater, and contested the idea that if there were any difference it would affect the head clerk in his work. Cr Lewis proposed an amendment that the Borough Council join with the Harbor Board, or, failing that, the Council retrench on its own account. He did not think the Harbor Board would object to it, as it would be the ratepayers' loss. Cr Dunlop seconded. The amendment was seconded by Cr Dunlop; they would not proceed with amalgamation. Cr Joyce moved as a further amendment that the office of Town Clerk be made a distinct position, but there was no seconder. It was then resolved, on the motion of Cr Lewis, seconded by Cr Taylor, that the resolution carried be handed to the committee to confer with the Harbor Board; Cr Joyce dissented.: [940, 40, 1100, 302]
verse-line: Around that sightly centre stand.: [316, 188, 403, 196]
runner-name: A. Robinson: [1023, 373, 1057, 381]
imports-text: Per Gisborne—10 tons sugar, Common, Shelton and Co; 13 bales tow, Whinray; 31 pieces hardwood, Humphreys; and a quantity of timber and general merchandise for various consignees.: [10, 183, 160, 215]
timaru-text: TIMARU, last night. The Timaru Harbor Board have decided to ask Mr Napier Bell to report on the shingle in the harbor.: [940, 789, 1100, 814]
commercial-signature: DUNLOP AND BOURKE, Agents.: [190, 197, 286, 205]
tide-cell: 10.46: [105, 113, 124, 130]
caro-dentist: DENTIST.: [51, 1094, 119, 1110]
tide-cell: 2.51: [59, 158, 105, 167]
tide-cell: 5 35: [143, 95, 159, 104]
table-row: [940, 374, 1100, 382]
atkinson-subheading: THEY FAVOR NEW ZEALAND JOINING THE FEDERATION.: [958, 845, 1082, 863]
football-heading: FOOTBALL.: [993, 309, 1047, 320]
caro-text: Has arrived in Gisborne And may be consulted at the Masonic Hotel as usual.: [10, 1111, 160, 1127]
direct-heading: Direct Importations: [174, 922, 302, 939]
verse-line: I'll gratify your whimsical freak,: [316, 96, 402, 104]
caro-heading: MRS CARO,: [43, 1063, 127, 1079]
column-5: [624, 40, 774, 1536]
column-3: [316, 40, 458, 1536]
verse-line: And search that fine oblong retreat: [316, 119, 408, 127]
local-heading: LOCAL AND GENERAL.: [490, 286, 592, 297]
